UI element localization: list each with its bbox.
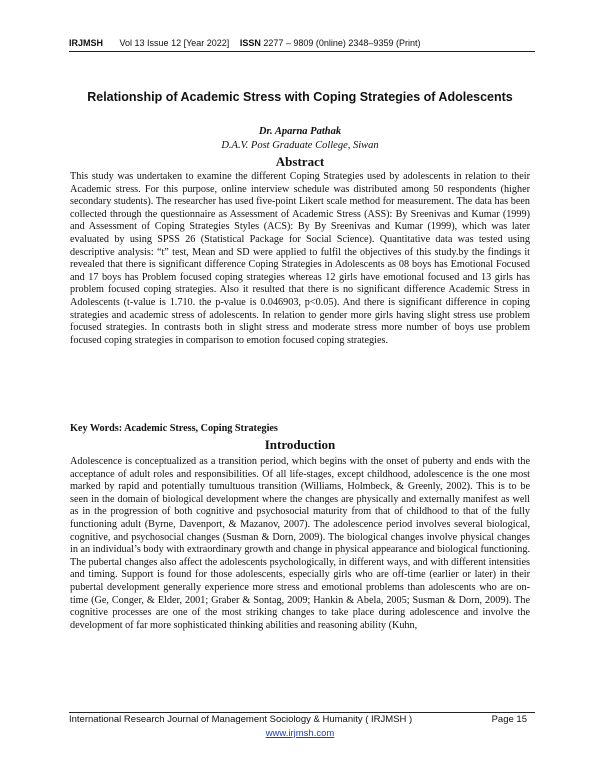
volume-info: Vol 13 Issue 12 [Year 2022] (119, 38, 230, 48)
journal-abbrev: IRJMSH (69, 38, 104, 48)
author-name: Dr. Aparna Pathak (258, 126, 342, 137)
running-header (69, 38, 539, 48)
issn-label: ISSN (239, 38, 261, 48)
running-footer (69, 714, 535, 725)
introduction-body: Adolescence is conceptualized as a transition period, which begins with the onset of puberty and ends with the acceptance of adult roles and responsibilities. Of all life-stages, except childhood, adolescence is the one most marked by rapid and potentially tumultuous transition (Williams, Holmbeck, & Greenly, 2002). This is to be seen in the domain of biological development where the changes are physically and externally manifest as well as in the progression of both cognitive and psychosocial maturity from that of childhood to that of the fully functioning adult (Byrne, Davenport, & Mazanov, 2007). The adolescence period involves several biological, cognitive, and psychosocial changes (Susman & Dorn, 2009). The biological changes involve physical changes in an individual’s body with extraordinary growth and change in physical appearance and biological functioning. The pubertal changes also affect the adolescents psychologically, in different ways, and with different intensities and timing. Support is found for those adolescents, especially girls who are off-time (earlier or later) in their pubertal development generally experience more stress and emotional problems than adolescents who are on-time (Ge, Conger, & Elder, 2001; Graber & Sontag, 2009; Hankin & Abela, 2005; Susman & Dorn, 2009). The cognitive processes are one of the most striking changes to take place during adolescence and involve the development of far more sophisticated thinking abilities and reasoning ability (Kuhn, (70, 456, 530, 631)
introduction-heading: Introduction (264, 437, 336, 452)
abstract-heading: Abstract (275, 154, 325, 169)
journal-website-link[interactable]: www.irjmsh.com (265, 728, 335, 739)
footer-divider (69, 712, 535, 713)
page-number: Page 15 (491, 714, 527, 725)
header-divider (69, 51, 535, 52)
journal-full-name: International Research Journal of Management Sociology & Humanity ( IRJMSH ) (69, 714, 413, 725)
issn-value: 2277 – 9809 (0nline) 2348–9359 (Print) (263, 38, 421, 48)
author-affiliation: D.A.V. Post Graduate College, Siwan (221, 140, 379, 151)
abstract-body: This study was undertaken to examine the different Coping Strategies used by adolescents in relation to their Academic stress. For this purpose, online interview schedule was distributed among 50 respondents (higher secondary students). The researcher has used five-point Likert scale method for measurement. The data has been collected through the questionnaire as Assessment of Academic Stress (ASS): By Sreenivas and Kumar (1999) and Assessment of Coping Strategies Styles (ACS): By By Sreenivas and Kumar (1999), which was later evaluated by using SPSS 26 (Statistical Package for Social Science). Quantitative data was tested using descriptive analysis: “t” test, Mean and SD were applied to fulfil the objectives of this study.by the findings it revealed that there is significant difference Coping Strategies in Adolescents as 08 boys has Emotional Focused and 17 boys has Problem focused coping strategies whereas 12 girls have emotional focused and 13 girls has problem focused coping strategies. Also it resulted that there is no significant difference Academic Stress in Adolescents (t-value is 1.710. the p-value is 0.046903, p<0.05). And there is significant difference in coping strategies and academic stress of adolescents. In relation to gender more girls having slight stress use problem focused strategies. In contrasts both in slight stress and moderate stress more number of boys use problem focused coping strategies in comparison to emotion focused coping strategies. (70, 171, 530, 346)
keywords: Key Words: Academic Stress, Coping Strategies (70, 423, 278, 434)
article-title: Relationship of Academic Stress with Coping Strategies of Adolescents (87, 90, 513, 104)
